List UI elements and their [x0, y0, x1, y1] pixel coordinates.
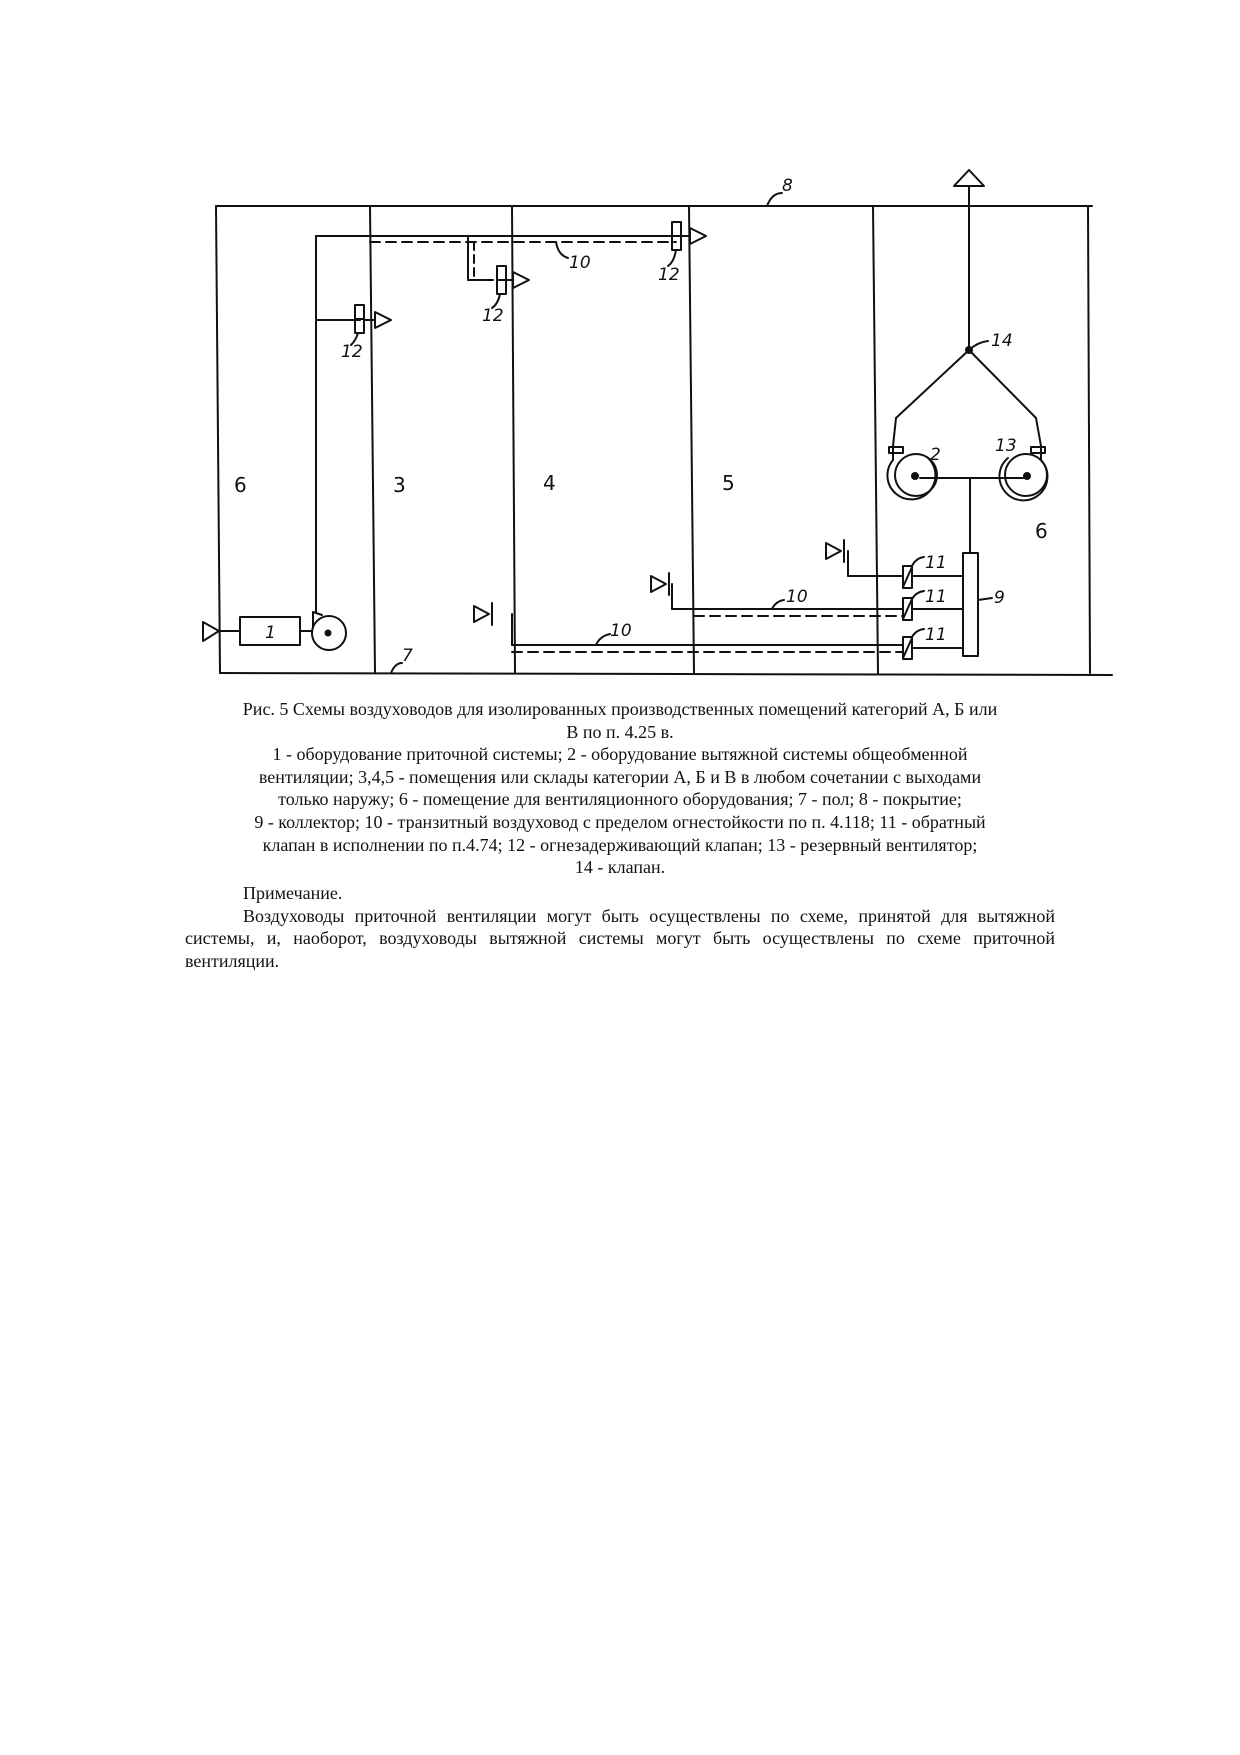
supply-intake-arrow [203, 622, 219, 641]
reserve-fan-hub [1024, 473, 1030, 479]
collector-leader [978, 598, 992, 600]
supply-outlet-arrow-left [375, 312, 391, 328]
roof-leader [767, 193, 782, 206]
caption-line: 9 - коллектор; 10 - транзитный воздуховод с пределом огнестойкости по п. 4.118; 11 - обратный [254, 811, 986, 832]
label-transit-duct-top: 10 [569, 253, 591, 273]
label-check-valve-3: 11 [925, 625, 947, 645]
leader-14 [969, 341, 988, 350]
outer-wall-left [216, 206, 220, 673]
supply-fan-hub [326, 631, 331, 636]
supply-outlet-arrow-mid [513, 272, 529, 288]
figure-caption [185, 698, 1055, 879]
leader-10-bottom [596, 634, 610, 645]
supply-outlet-arrow-top [690, 228, 706, 244]
caption-line: 14 - клапан. [574, 857, 666, 878]
caption-line: В по п. 4.25 в. [566, 721, 674, 742]
reserve-fan-valve [1031, 447, 1045, 453]
reserve-fan-outlet [1036, 418, 1041, 446]
exhaust-intake-room3 [474, 606, 489, 622]
caption-line: Рис. 5 Схемы воздуховодов для изолированных производственных помещений категорий А, Б или [242, 699, 998, 719]
floor-leader [391, 663, 402, 673]
exhaust-stack-outlet [954, 170, 984, 186]
label-room-left: 6 [234, 473, 247, 497]
note-section [185, 882, 1055, 972]
label-supply-unit: 1 [265, 623, 276, 643]
caption-line: 1 - оборудование приточной системы; 2 - оборудование вытяжной системы общеобменной [272, 744, 968, 765]
label-check-valve-1: 11 [925, 553, 947, 573]
note-body: Воздуховоды приточной вентиляции могут быть осуществлены по схеме, принятой для вытяжной системы, и, наоборот, воздуховоды вытяжной системы могут быть осуществлены по схеме приточной вентиляции. [185, 905, 1055, 971]
leader-10-top [556, 242, 568, 258]
check-valve-mid-diag [903, 599, 912, 619]
leader-11-mid [912, 591, 924, 599]
exhaust-fan-outlet [893, 418, 896, 446]
label-room-4: 4 [543, 471, 556, 495]
caption-line: клапан в исполнении по п.4.74; 12 - огнезадерживающий клапан; 13 - резервный вентилятор; [262, 834, 978, 855]
leader-12-top [668, 250, 676, 266]
label-transit-duct-bottom: 10 [610, 621, 632, 641]
note-title: Примечание. [243, 883, 343, 903]
leader-11-top [912, 557, 924, 566]
floor-line [220, 673, 1112, 675]
label-room-right: 6 [1035, 519, 1048, 543]
label-reserve-fan: 13 [995, 436, 1017, 456]
exhaust-intake-room5 [651, 576, 666, 592]
valve-right-duct [969, 350, 1036, 418]
label-exhaust-fan: 2 [930, 445, 941, 465]
label-room-5: 5 [722, 471, 735, 495]
label-roof: 8 [782, 176, 793, 196]
label-fire-damper-3: 12 [341, 342, 363, 362]
leader-11-bottom [912, 629, 924, 637]
leader-10-mid [772, 600, 784, 609]
label-floor: 7 [402, 646, 413, 666]
exhaust-intake-room6 [826, 543, 841, 559]
exhaust-fan-valve [889, 447, 903, 453]
label-check-valve-2: 11 [925, 587, 947, 607]
label-fire-damper-2: 12 [482, 306, 504, 326]
label-room-3: 3 [393, 473, 406, 497]
label-transit-duct-mid: 10 [786, 587, 808, 607]
check-valve-bottom-diag [903, 638, 912, 658]
valve-left-duct [896, 350, 969, 418]
exhaust-fan-hub [912, 473, 918, 479]
caption-line: вентиляции; 3,4,5 - помещения или склады категории А, Б и В в любом сочетании с выходами [258, 766, 982, 787]
label-valve: 14 [991, 331, 1013, 351]
wall-6-3 [370, 206, 375, 673]
outer-wall-right [1088, 206, 1090, 673]
check-valve-top-diag [903, 567, 912, 587]
ventilation-duct-diagram [0, 0, 1240, 700]
wall-4-5 [689, 206, 694, 673]
wall-5-6 [873, 206, 878, 673]
caption-line: только наружу; 6 - помещение для вентиляционного оборудования; 7 - пол; 8 - покрытие; [278, 789, 962, 810]
collector [963, 553, 978, 656]
label-fire-damper-1: 12 [658, 265, 680, 285]
label-collector: 9 [994, 588, 1005, 608]
